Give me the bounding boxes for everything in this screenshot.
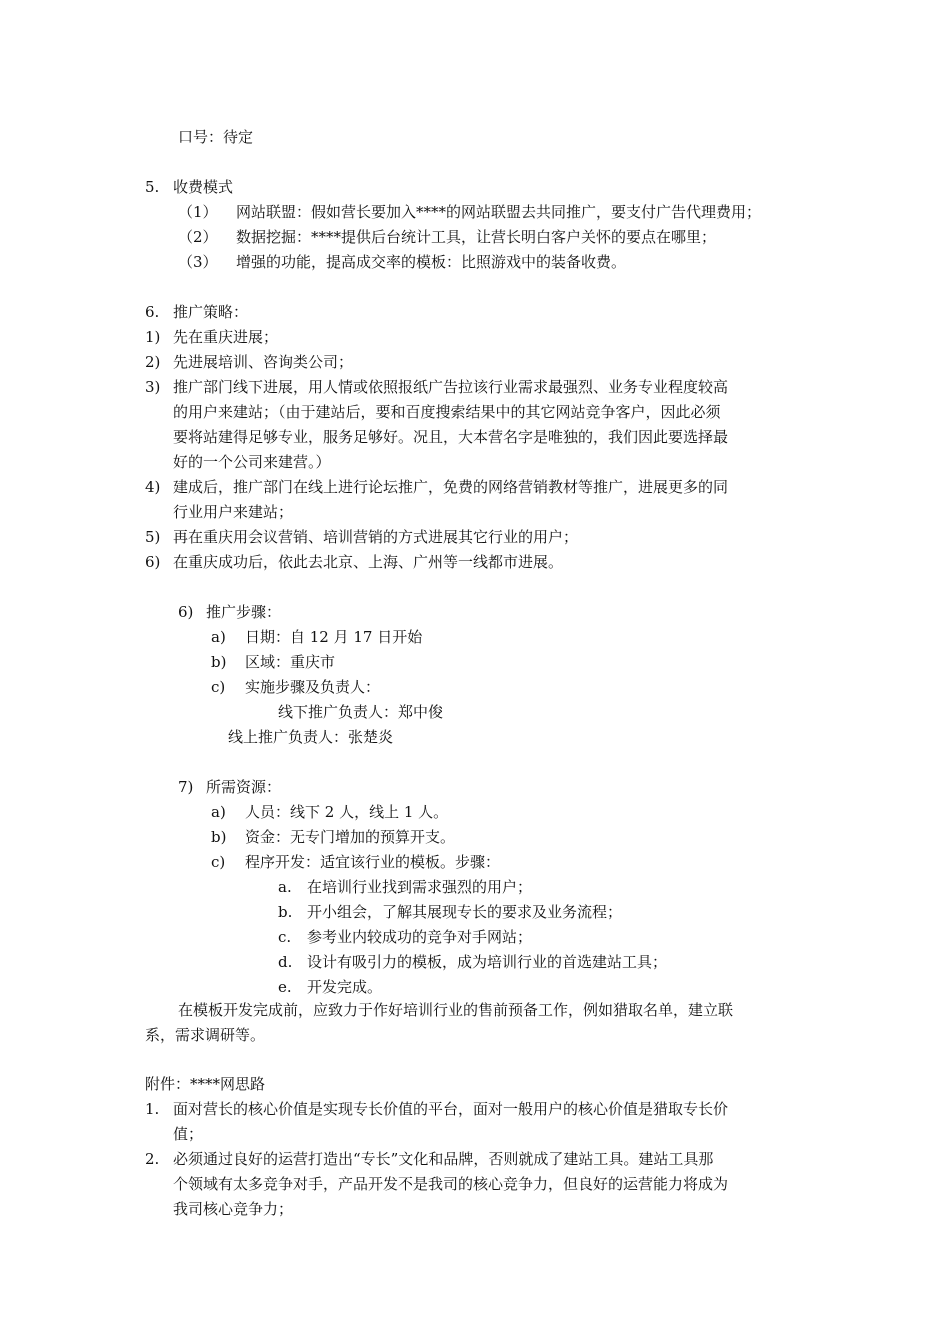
presales-note-line: 系，需求调研等。 xyxy=(145,1026,266,1044)
dev-step-d-number: d. xyxy=(278,953,293,971)
strategy-item-3-number: 3) xyxy=(145,378,161,396)
steps-item-b-text: 区域：重庆市 xyxy=(245,653,336,671)
strategy-item-4-line: 行业用户来建站； xyxy=(173,503,294,521)
appendix-item-1-line: 值； xyxy=(173,1125,204,1143)
appendix-title: 附件：****网思路 xyxy=(145,1075,266,1093)
appendix-item-2-number: 2. xyxy=(145,1150,160,1168)
dev-step-c-number: c. xyxy=(278,928,292,946)
fee-item-1-text: 网站联盟：假如营长要加入****的网站联盟去共同推广，要支付广告代理费用； xyxy=(236,203,762,221)
steps-item-c-number: c) xyxy=(211,678,226,696)
dev-step-a-text: 在培训行业找到需求强烈的用户； xyxy=(307,878,533,896)
resources-item-a-number: a) xyxy=(211,803,226,821)
appendix-item-2-line: 个领域有太多竞争对手，产品开发不是我司的核心竞争力，但良好的运营能力将成为 xyxy=(173,1175,729,1193)
dev-step-a-number: a. xyxy=(278,878,292,896)
fee-item-2-text: 数据挖掘：****提供后台统计工具，让营长明白客户关怀的要点在哪里； xyxy=(236,228,717,246)
strategy-item-2-number: 2) xyxy=(145,353,161,371)
dev-step-e-number: e. xyxy=(278,978,292,996)
strategy-item-6-number: 6) xyxy=(145,553,161,571)
section-5-number: 5. xyxy=(145,178,160,196)
strategy-item-3-line: 的用户来建站；（由于建站后，要和百度搜索结果中的其它网站竞争客户，因此必须 xyxy=(173,403,721,421)
resources-title: 所需资源： xyxy=(206,778,282,796)
resources-item-b-text: 资金：无专门增加的预算开支。 xyxy=(245,828,456,846)
strategy-item-6-line: 在重庆成功后，依此去北京、上海、广州等一线都市进展。 xyxy=(173,553,564,571)
strategy-item-4-line: 建成后，推广部门在线上进行论坛推广，免费的网络营销教材等推广，进展更多的同 xyxy=(173,478,729,496)
resources-item-a-text: 人员：线下 2 人，线上 1 人。 xyxy=(245,803,449,821)
dev-step-c-text: 参考业内较成功的竞争对手网站； xyxy=(307,928,533,946)
fee-item-3-number: （3） xyxy=(178,253,218,271)
resources-item-c-text: 程序开发：适宜该行业的模板。步骤： xyxy=(245,853,501,871)
section-5-title: 收费模式 xyxy=(173,178,234,196)
strategy-item-3-line: 推广部门线下进展，用人情或依照报纸广告拉该行业需求最强烈、业务专业程度较高 xyxy=(173,378,729,396)
strategy-item-1-number: 1) xyxy=(145,328,161,346)
dev-step-b-text: 开小组会，了解其展现专长的要求及业务流程； xyxy=(307,903,623,921)
slogan-line: 口号：待定 xyxy=(178,128,254,146)
presales-note-line: 在模板开发完成前，应致力于作好培训行业的售前预备工作，例如猎取名单，建立联 xyxy=(178,1001,734,1019)
steps-number: 6) xyxy=(178,603,194,621)
strategy-item-5-line: 再在重庆用会议营销、培训营销的方式进展其它行业的用户； xyxy=(173,528,579,546)
resources-item-c-number: c) xyxy=(211,853,226,871)
fee-item-2-number: （2） xyxy=(178,228,218,246)
fee-item-1-number: （1） xyxy=(178,203,218,221)
appendix-item-2-line: 必须通过良好的运营打造出“专长”文化和品牌，否则就成了建站工具。建站工具那 xyxy=(173,1150,714,1168)
strategy-item-3-line: 要将站建得足够专业，服务足够好。况且，大本营名字是唯独的，我们因此要选择最 xyxy=(173,428,729,446)
resources-number: 7) xyxy=(178,778,194,796)
strategy-item-3-line: 好的一个公司来建营。） xyxy=(173,453,331,471)
offline-owner: 线下推广负责人：郑中俊 xyxy=(278,703,444,721)
dev-step-d-text: 设计有吸引力的模板，成为培训行业的首选建站工具； xyxy=(307,953,668,971)
appendix-item-2-line: 我司核心竞争力； xyxy=(173,1200,294,1218)
strategy-item-5-number: 5) xyxy=(145,528,161,546)
strategy-item-4-number: 4) xyxy=(145,478,161,496)
strategy-item-2-line: 先进展培训、咨询类公司； xyxy=(173,353,354,371)
steps-title: 推广步骤： xyxy=(206,603,282,621)
steps-item-a-number: a) xyxy=(211,628,226,646)
dev-step-e-text: 开发完成。 xyxy=(307,978,383,996)
steps-item-b-number: b) xyxy=(211,653,227,671)
steps-item-c-text: 实施步骤及负责人： xyxy=(245,678,381,696)
strategy-item-1-line: 先在重庆进展； xyxy=(173,328,279,346)
steps-item-a-text: 日期：自 12 月 17 日开始 xyxy=(245,628,423,646)
online-owner: 线上推广负责人：张楚炎 xyxy=(228,728,394,746)
section-6-number: 6. xyxy=(145,303,160,321)
appendix-item-1-number: 1. xyxy=(145,1100,160,1118)
appendix-item-1-line: 面对营长的核心价值是实现专长价值的平台，面对一般用户的核心价值是猎取专长价 xyxy=(173,1100,729,1118)
dev-step-b-number: b. xyxy=(278,903,293,921)
fee-item-3-text: 增强的功能，提高成交率的模板：比照游戏中的装备收费。 xyxy=(236,253,627,271)
resources-item-b-number: b) xyxy=(211,828,227,846)
section-6-title: 推广策略： xyxy=(173,303,249,321)
